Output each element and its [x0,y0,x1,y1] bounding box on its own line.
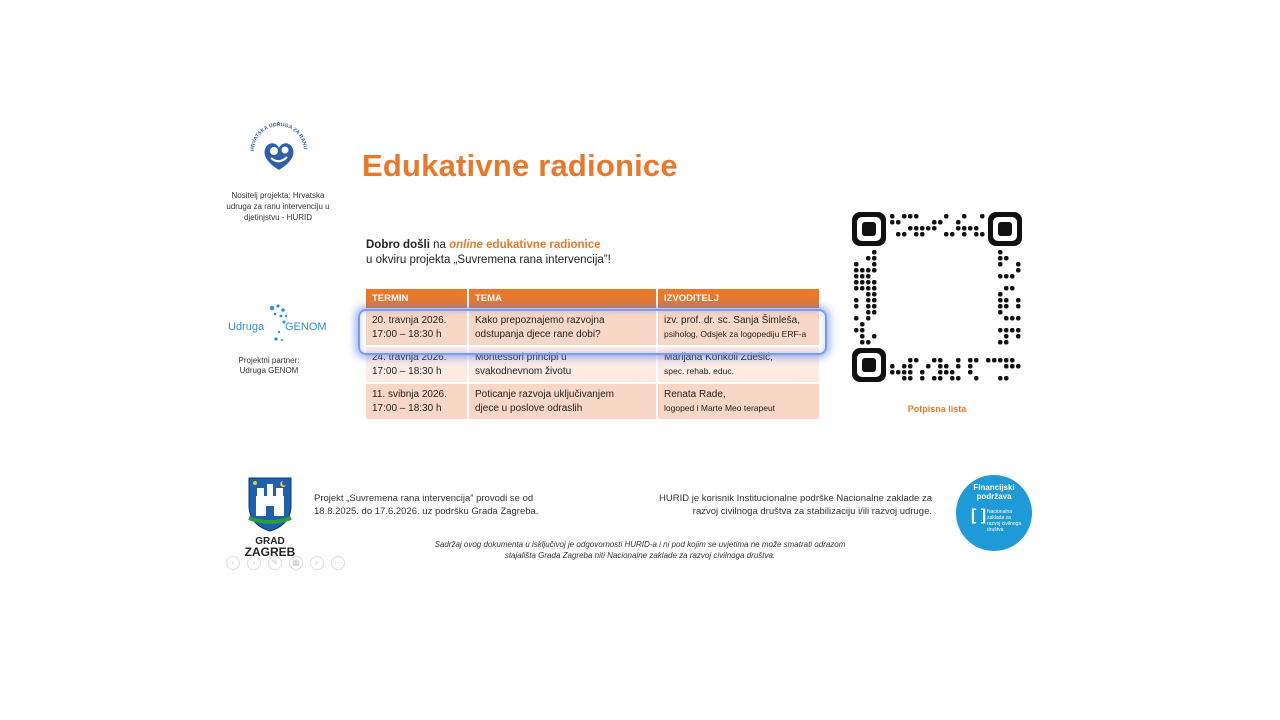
qr-code[interactable] [852,212,1022,382]
table-row[interactable] [366,309,819,346]
hurid-support-info: HURID je korisnik Institucionalne podrške Nacionalne zaklade za razvoj civilnoga društva za stabilizaciju i/ili razvoj udruge. [659,493,932,517]
genom-caption: Projektni partner: Udruga GENOM [238,356,300,375]
pen-icon[interactable]: ✎ [268,556,282,570]
page-title: Edukativne radionice [362,148,678,183]
row-topic: Poticanje razvoja uključivanjem [475,389,614,400]
row-time: 17:00 – 18:30 h [372,403,442,414]
bracket-icon: [ ] [971,507,987,524]
row-time: 17:00 – 18:30 h [372,366,442,377]
qr-label: Potpisna lista [907,404,967,414]
hurid-ring-text: HRVATSKA UDRUGA ZA RANU [249,121,308,152]
row-presenter: izv. prof. dr. sc. Sanja Šimleša, [664,315,800,326]
genom-word2: GENOM [285,321,327,333]
schedule-table [366,289,819,419]
welcome-text [366,238,611,268]
row-date: 11. svibnja 2026. [372,389,447,400]
row-topic: Montessori principi u [475,352,567,363]
row-presenter: Marijana Konkoli Zdešić, [664,352,773,363]
welcome-part4: edukativne radionice [482,239,601,251]
row-topic: Kako prepoznajemo razvojna [475,315,605,326]
welcome-part1: Dobro došli [366,239,430,251]
table-row[interactable] [366,383,819,419]
row-topic-2: djece u poslove odraslih [475,403,583,414]
header-izvoditelj: IZVODITELJ [657,289,819,309]
previous-icon[interactable]: ‹ [226,556,240,570]
welcome-online: online [449,239,483,251]
zagreb-crest-icon [247,476,293,532]
row-role: logoped i Marte Meo terapeut [664,403,776,413]
more-icon[interactable]: ⋯ [331,556,345,570]
funding-badge [956,475,1032,551]
row-role: spec. rehab. educ. [664,366,734,376]
hurid-logo [244,118,314,184]
row-role: psiholog, Odsjek za logopediju ERF-a [664,329,807,339]
row-date: 24. travnja 2026. [372,352,447,363]
funding-badge-sub: Nacionalna zaklada za razvoj civilnoga društva [987,509,1022,533]
row-date: 20. travnja 2026. [372,315,447,326]
project-info: Projekt „Suvremena rana intervencija” provodi se od 18.8.2025. do 17.6.2026. uz podršku Grada Zagreba. [314,493,539,517]
slides-icon[interactable]: ▦ [289,556,303,570]
welcome-line2: u okviru projekta „Suvremena rana intervencija”! [366,254,611,266]
disclaimer: Sadržaj ovog dokumenta u isključivoj je odgovornosti HURID-a i ni pod kojim se uvjetima ne može smatrati odrazom stajališta Grada Zagreba niti Nacionalne zaklade za razvoj civilnoga društva. [434,540,846,560]
zoom-icon[interactable]: ⌕ [310,556,324,570]
genom-logo [226,302,336,346]
genom-word1: Udruga [228,321,265,333]
next-icon[interactable]: › [247,556,261,570]
city-name-line2: ZAGREB [244,545,296,559]
hurid-caption: Nositelj projekta: Hrvatska udruga za ranu intervenciju u djetinjstvu - HURID [226,191,330,222]
city-name-line1: GRAD [255,536,285,547]
row-topic-2: odstupanja djece rane dobi? [475,329,601,340]
header-termin: TERMIN [366,289,468,309]
row-topic-2: svakodnevnom životu [475,366,572,377]
welcome-part2: na [429,239,450,251]
header-tema: TEMA [468,289,657,309]
slideshow-controls [226,556,352,570]
table-row[interactable] [366,346,819,383]
row-presenter: Renata Rade, [664,389,726,400]
funding-badge-title: Financijski podržava [973,483,1015,501]
row-time: 17:00 – 18:30 h [372,329,442,340]
